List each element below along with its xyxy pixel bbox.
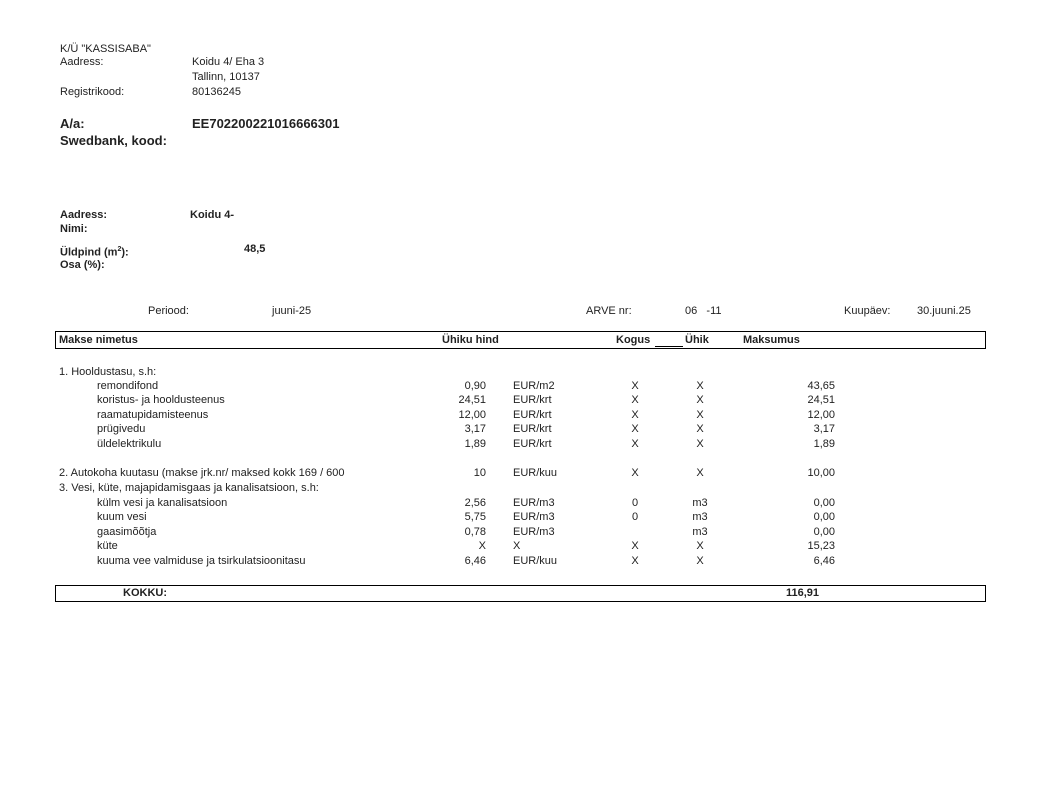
client-name-label: Nimi: (60, 223, 88, 235)
row-unit-price: 5,75 (464, 511, 486, 523)
row-unit: X (696, 409, 704, 421)
row-unit: X (696, 438, 704, 450)
row-description: 1. Hooldustasu, s.h: (59, 366, 157, 378)
header-unit-price: Ühiku hind (442, 334, 499, 346)
bank-account-value: EE702200221016666301 (192, 116, 340, 131)
header-description: Makse nimetus (59, 334, 138, 346)
row-price-unit: EUR/krt (513, 409, 552, 421)
row-unit-price: 0,78 (464, 526, 486, 538)
row-quantity: X (631, 438, 639, 450)
row-description: 3. Vesi, küte, majapidamisgaas ja kanalisatsioon, s.h: (59, 482, 319, 494)
total-label: KOKKU: (123, 587, 167, 599)
row-cost: 6,46 (813, 555, 835, 567)
table-total-box (55, 585, 986, 602)
row-unit-price: 2,56 (464, 497, 486, 509)
row-cost: 0,00 (813, 497, 835, 509)
row-quantity: 0 (631, 511, 639, 523)
row-unit: X (696, 423, 704, 435)
invoice-number-label: ARVE nr: (586, 305, 632, 317)
row-price-unit: EUR/m3 (513, 511, 555, 523)
client-share-label: Osa (%): (60, 259, 105, 271)
row-description: küte (97, 540, 118, 552)
company-reg-label: Registrikood: (60, 86, 125, 98)
row-unit: m3 (692, 526, 708, 538)
row-unit-price: 0,90 (464, 380, 486, 392)
row-unit: X (696, 555, 704, 567)
invoice-date-label: Kuupäev: (844, 305, 891, 317)
row-unit: m3 (692, 511, 708, 523)
header-unit: Ühik (685, 334, 709, 346)
row-description: kuum vesi (97, 511, 147, 523)
period-label: Periood: (148, 305, 189, 317)
company-address-label: Aadress: (60, 56, 104, 68)
row-description: 2. Autokoha kuutasu (makse jrk.nr/ maksed kokk 169 / 600 (59, 467, 345, 479)
row-price-unit: EUR/m2 (513, 380, 555, 392)
row-quantity: 0 (631, 497, 639, 509)
row-unit-price: X (478, 540, 486, 552)
row-description: raamatupidamisteenus (97, 409, 209, 421)
row-price-unit: EUR/krt (513, 394, 552, 406)
row-price-unit: EUR/kuu (513, 555, 558, 567)
row-description: üldelektrikulu (97, 438, 162, 450)
table-header-box (55, 331, 986, 349)
row-unit-price: 3,17 (464, 423, 486, 435)
row-description: prügivedu (97, 423, 146, 435)
row-unit-price: 24,51 (458, 394, 486, 406)
row-description: remondifond (97, 380, 159, 392)
row-unit: X (696, 467, 704, 479)
row-cost: 0,00 (813, 511, 835, 523)
row-price-unit: EUR/m3 (513, 497, 555, 509)
header-separator-line (655, 346, 683, 347)
client-area-label: Üldpind $(m^2)$: (60, 246, 129, 259)
row-quantity: X (631, 409, 639, 421)
row-cost: 12,00 (807, 409, 835, 421)
row-unit: X (696, 540, 704, 552)
row-description: koristus- ja hooldusteenus (97, 394, 225, 406)
row-price-unit: EUR/kuu (513, 467, 558, 479)
row-price-unit: X (513, 540, 521, 552)
period-value: juuni-25 (272, 305, 312, 317)
header-cost: Maksumus (743, 334, 800, 346)
row-cost: 1,89 (813, 438, 835, 450)
client-address-label: Aadress: (60, 209, 108, 221)
row-price-unit: EUR/krt (513, 423, 552, 435)
row-price-unit: EUR/m3 (513, 526, 555, 538)
invoice-number-value: 06 -11 (685, 305, 722, 317)
company-address-line1: Koidu 4/ Eha 3 (192, 56, 265, 68)
row-price-unit: EUR/krt (513, 438, 552, 450)
row-unit-price: 12,00 (458, 409, 486, 421)
row-unit: X (696, 394, 704, 406)
row-unit: X (696, 380, 704, 392)
company-name: K/Ü "KASSISABA" (60, 43, 151, 55)
row-cost: 10,00 (807, 467, 835, 479)
total-value: 116,91 (786, 587, 820, 599)
company-reg-value: 80136245 (192, 86, 241, 98)
row-unit-price: 6,46 (464, 555, 486, 567)
client-area-value: 48,5 (244, 243, 266, 255)
header-quantity: Kogus (616, 334, 651, 346)
row-quantity: X (631, 394, 639, 406)
row-quantity: X (631, 467, 639, 479)
bank-name-label: Swedbank, kood: (60, 133, 167, 148)
row-unit-price: 1,89 (464, 438, 486, 450)
invoice-date-value: 30.juuni.25 (917, 305, 971, 317)
row-quantity: X (631, 540, 639, 552)
client-address-value: Koidu 4- (190, 209, 234, 221)
row-cost: 24,51 (807, 394, 835, 406)
row-unit: m3 (692, 497, 708, 509)
row-unit-price: 10 (473, 467, 486, 479)
row-quantity: X (631, 423, 639, 435)
row-description: külm vesi ja kanalisatsioon (97, 497, 228, 509)
row-quantity: X (631, 555, 639, 567)
row-cost: 15,23 (807, 540, 835, 552)
row-cost: 3,17 (813, 423, 835, 435)
row-cost: 0,00 (813, 526, 835, 538)
bank-account-label: A/a: (60, 116, 85, 131)
row-description: kuuma vee valmiduse ja tsirkulatsioonitasu (97, 555, 306, 567)
row-description: gaasimõõtja (97, 526, 157, 538)
company-address-line2: Tallinn, 10137 (192, 71, 260, 83)
row-quantity: X (631, 380, 639, 392)
row-cost: 43,65 (807, 380, 835, 392)
